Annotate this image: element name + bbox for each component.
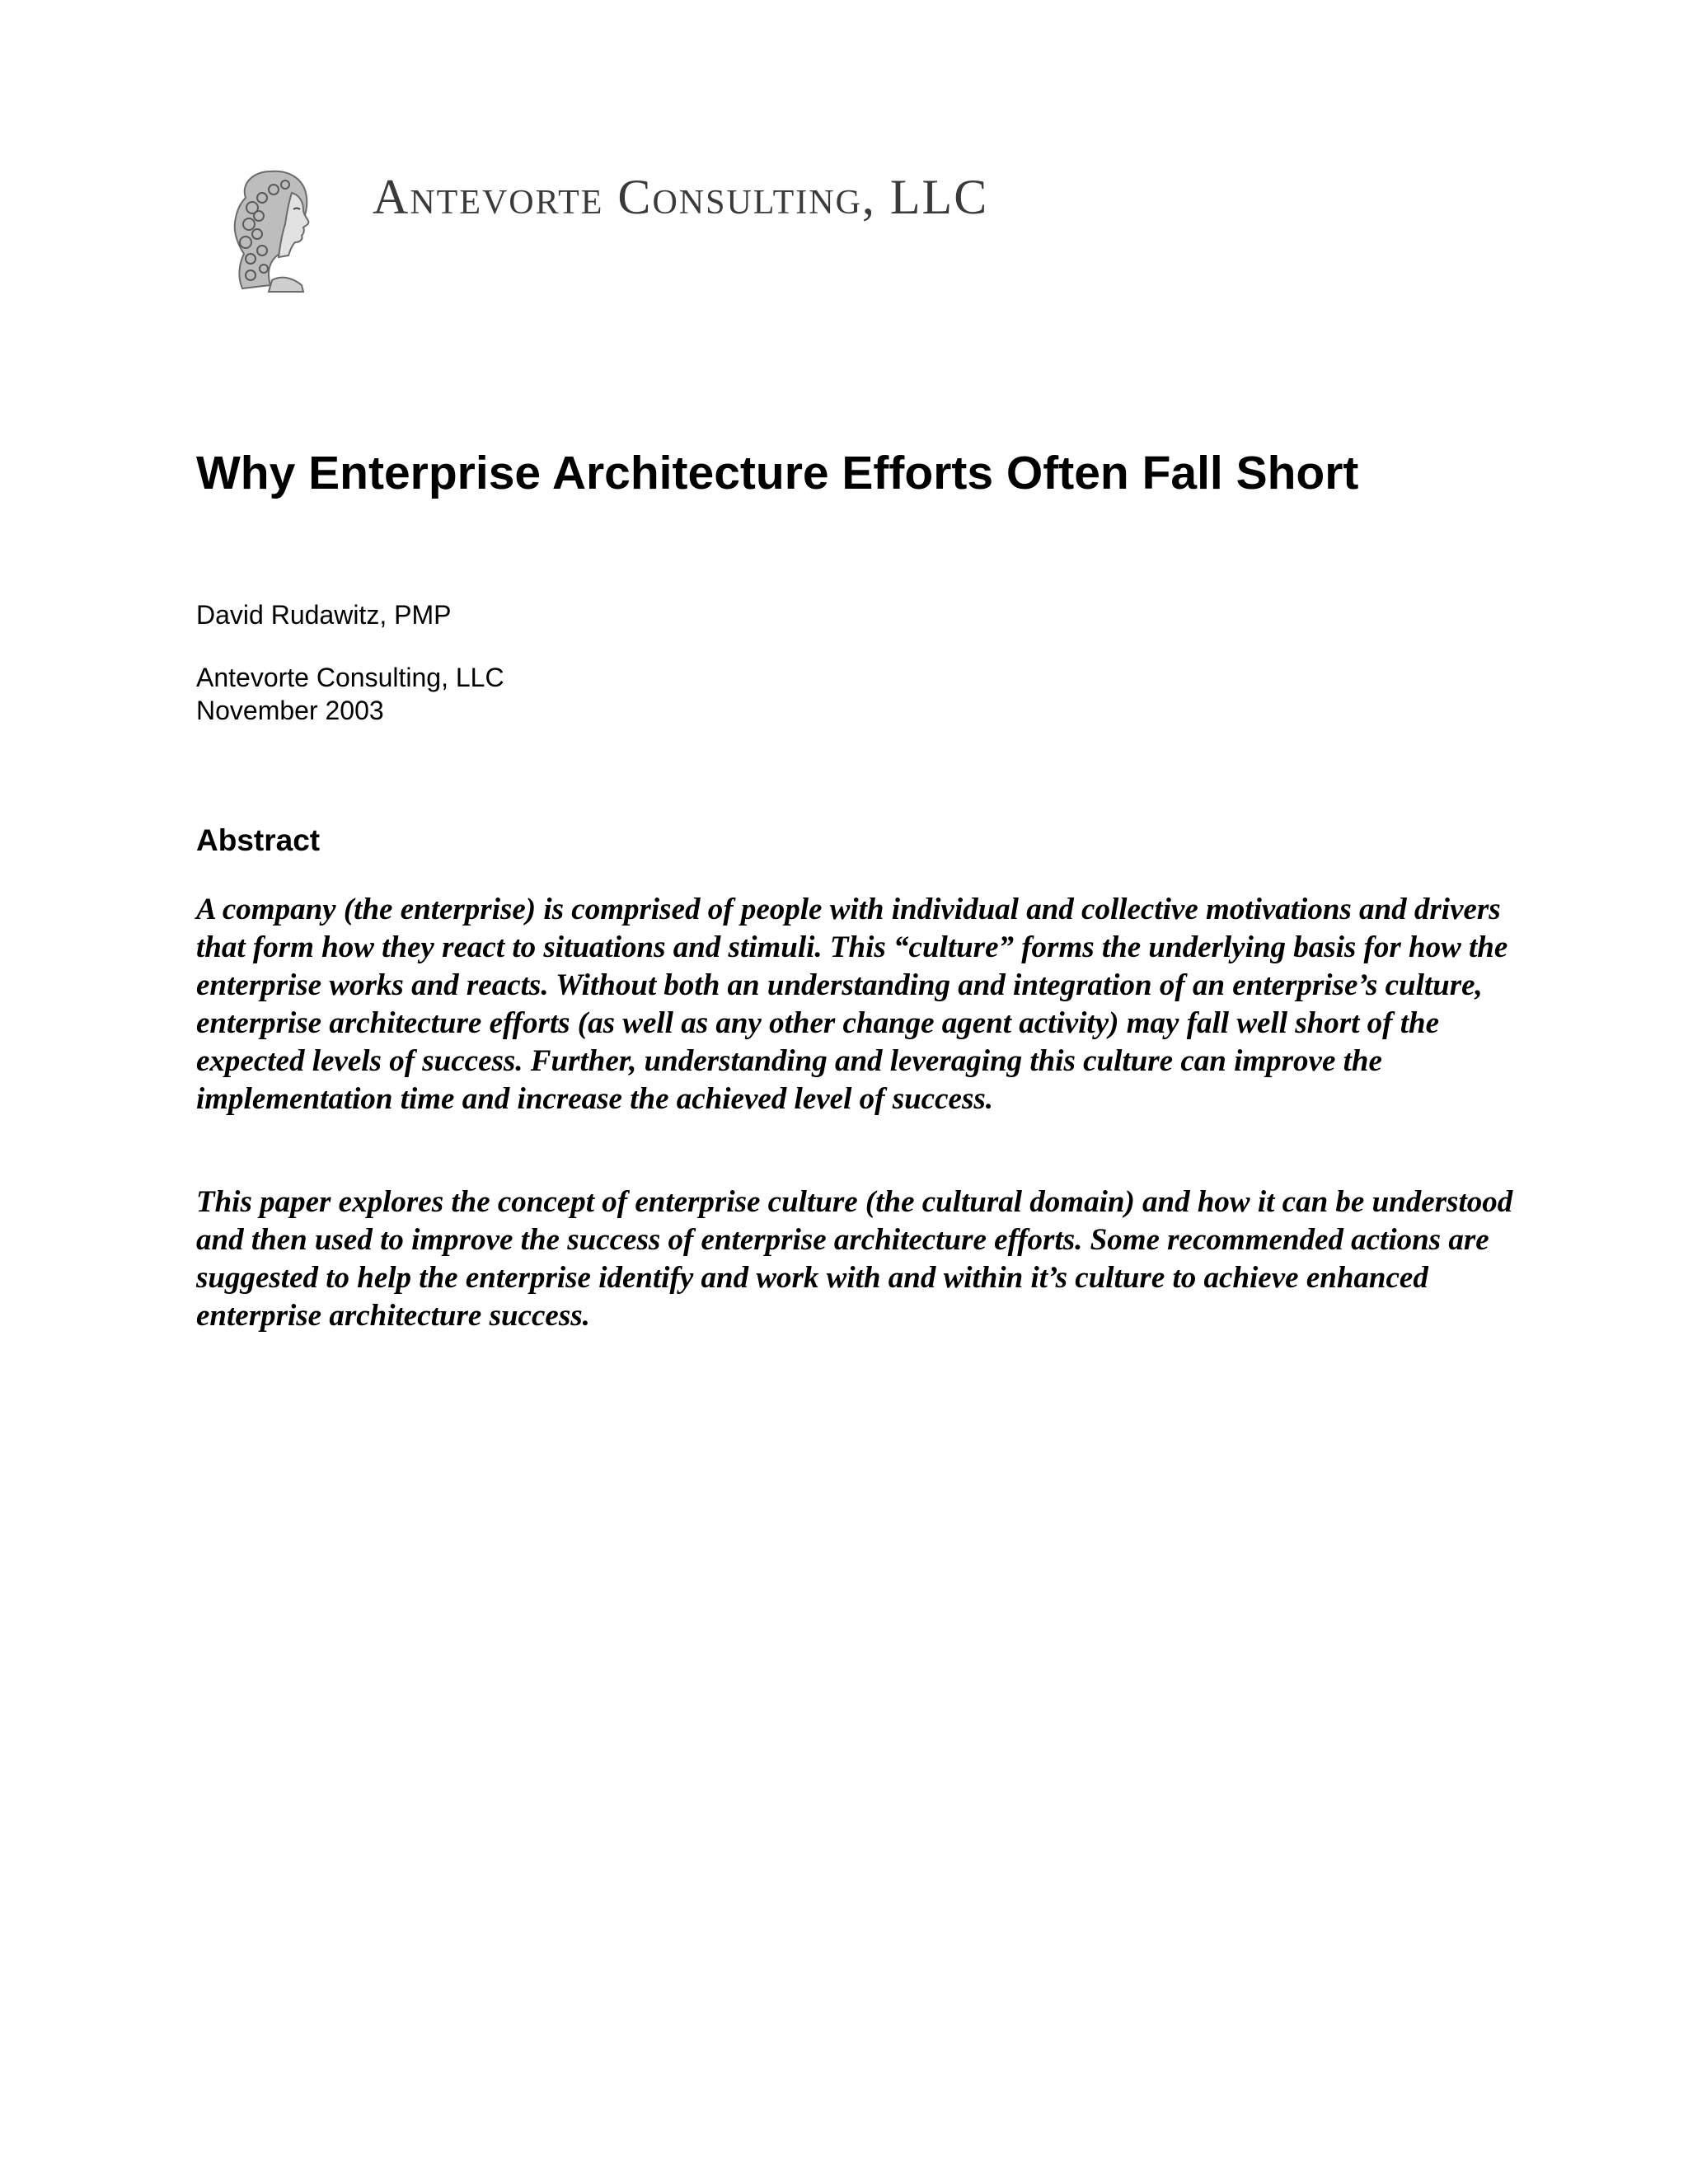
abstract-heading: Abstract [196, 823, 321, 857]
author-organization: Antevorte Consulting, LLC [196, 663, 504, 692]
document-title: Why Enterprise Architecture Efforts Often Fall Short [196, 447, 1359, 499]
classical-profile-logo-icon [221, 165, 323, 295]
publication-date: November 2003 [196, 696, 384, 725]
abstract-paragraph: This paper explores the concept of enterprise culture (the cultural domain) and how it can be understood and then used to improve the success of enterprise architecture efforts. Some recommended actions are suggested to help the enterprise identify and work with and within it’s culture to achieve enhanced enterprise architecture success. [196, 1185, 1513, 1333]
company-name: Antevorte Consulting, LLC [373, 170, 989, 224]
author-name: David Rudawitz, PMP [196, 600, 452, 630]
abstract-paragraph: A company (the enterprise) is comprised of people with individual and collective motivations and drivers that form how they react to situations and stimuli. This “culture” forms the underlying basis for how the enterprise works and reacts. Without both an understanding and integration of an enterprise’s culture, enterprise architecture efforts (as well as any other change agent activity) may fall well short of the expected levels of success. Further, understanding and leveraging this culture can improve the implementation time and increase the achieved level of success. [196, 893, 1508, 1116]
